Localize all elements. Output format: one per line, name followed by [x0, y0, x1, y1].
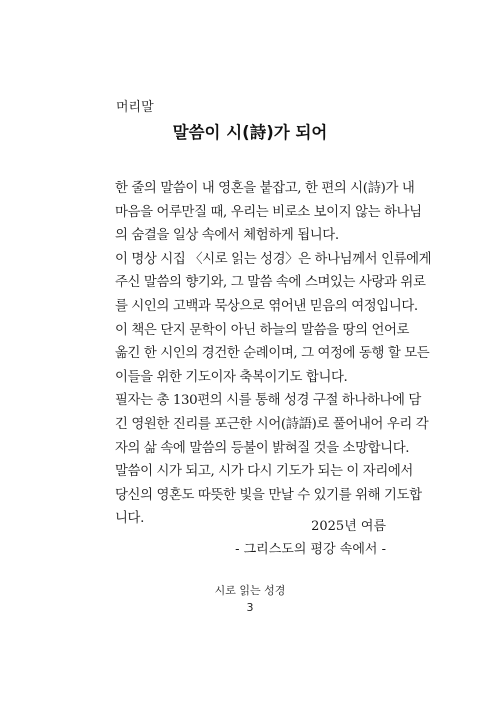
signature-place: - 그리스도의 평강 속에서 - [235, 542, 386, 557]
body-line: 당신의 영혼도 따뜻한 빛을 만날 수 있기를 위해 기도합 [115, 487, 422, 503]
body-line: 의 숨결을 일상 속에서 체험하게 됩니다. [115, 228, 339, 244]
body-text [115, 177, 432, 531]
footer-book-title: 시로 읽는 성경 [214, 584, 286, 597]
body-line: 를 시인의 고백과 묵상으로 엮어낸 믿음의 여정입니다. [115, 298, 418, 314]
body-line: 이 명상 시집 〈시로 읽는 성경〉은 하나님께서 인류에게 [115, 251, 432, 267]
body-line: 이 책은 단지 문학이 아닌 하늘의 말씀을 땅의 언어로 [115, 322, 410, 338]
body-line: 말씀이 시가 되고, 시가 다시 기도가 되는 이 자리에서 [115, 464, 413, 480]
page-footer [0, 582, 500, 616]
body-line: 마음을 어루만질 때, 우리는 비로소 보이지 않는 하나님 [115, 204, 422, 220]
body-line: 긴 영원한 진리를 포근한 시어(詩語)로 풀어내어 우리 각 [115, 416, 429, 432]
body-line: 자의 삶 속에 말씀의 등불이 밝혀질 것을 소망합니다. [115, 440, 410, 456]
body-line: 니다. [115, 511, 144, 527]
page-title: 말씀이 시(詩)가 되어 [172, 123, 328, 142]
signature [235, 515, 386, 561]
section-label: 머리말 [116, 100, 154, 115]
body-line: 주신 말씀의 향기와, 그 말씀 속에 스며있는 사랑과 위로 [115, 275, 426, 291]
body-line: 필자는 총 130편의 시를 통해 성경 구절 하나하나에 담 [115, 393, 421, 409]
page-number: 3 [246, 601, 254, 614]
signature-date: 2025년 여름 [311, 519, 386, 534]
body-line: 한 줄의 말씀이 내 영혼을 붙잡고, 한 편의 시(詩)가 내 [115, 181, 415, 196]
body-line: 옮긴 한 시인의 경건한 순례이며, 그 여정에 동행 할 모든 [115, 346, 430, 362]
body-line: 이들을 위한 기도이자 축복이기도 합니다. [115, 369, 348, 385]
